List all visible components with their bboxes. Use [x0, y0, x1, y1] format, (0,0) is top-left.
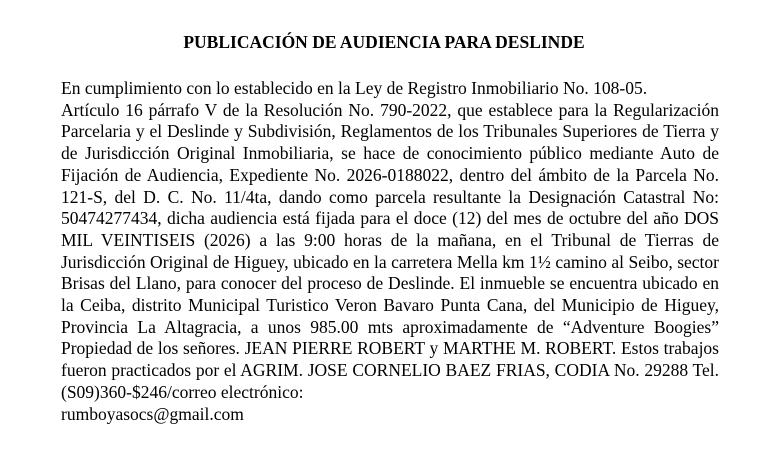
- body-line: Propiedad de los señores. JEAN PIERRE ROBERT y MARTHE M. ROBERT. Estos trabajos: [61, 338, 719, 359]
- email-address: rumboyasocs@gmail.com: [61, 403, 244, 424]
- body-line: Provincia La Altagracia, a unos 985.00 mts aproximadamente de “Adventure Boogies”: [61, 316, 719, 337]
- body-line: la Ceiba, distrito Municipal Turistico Veron Bavaro Punta Cana, del Municipio de Higuey,: [61, 295, 719, 316]
- body-line: Fijación de Audiencia, Expediente No. 2026-0188022, dentro del ámbito de la Parcela No.: [61, 164, 719, 185]
- body-line: (S09)360-$246/correo electrónico:: [61, 381, 304, 402]
- body-line: 50474277434, dicha audiencia está fijada para el doce (12) del mes de octubre del año DOS: [61, 208, 719, 229]
- body-line: Artículo 16 párrafo V de la Resolución No. 790-2022, que establece para la Regularización: [61, 99, 719, 120]
- body-line: Brisas del Llano, para conocer del proceso de Deslinde. El inmueble se encuentra ubicado en: [61, 273, 719, 294]
- body-line: MIL VEINTISEIS (2026) a las 9:00 horas de la mañana, en el Tribunal de Tierras de: [61, 229, 719, 250]
- body-line: 121-S, del D. C. No. 11/4ta, dando como parcela resultante la Designación Catastral No:: [61, 186, 719, 207]
- body-line: fueron practicados por el AGRIM. JOSE CORNELIO BAEZ FRIAS, CODIA No. 29288 Tel.: [61, 360, 719, 381]
- body-line: En cumplimiento con lo establecido en la Ley de Registro Inmobiliario No. 108-05.: [61, 78, 648, 98]
- body-line: de Jurisdicción Original Inmobiliaria, se hace de conocimiento público mediante Auto de: [61, 143, 719, 164]
- body-line: Parcelaria y el Deslinde y Subdivisión, Reglamentos de los Tribunales Superiores de Tierra y: [61, 121, 719, 142]
- document-title: PUBLICACIÓN DE AUDIENCIA PARA DESLINDE: [183, 32, 585, 52]
- body-line: Jurisdicción Original de Higuey, ubicado en la carretera Mella km 1½ camino al Seibo, sector: [61, 251, 719, 272]
- document-body: [61, 78, 719, 425]
